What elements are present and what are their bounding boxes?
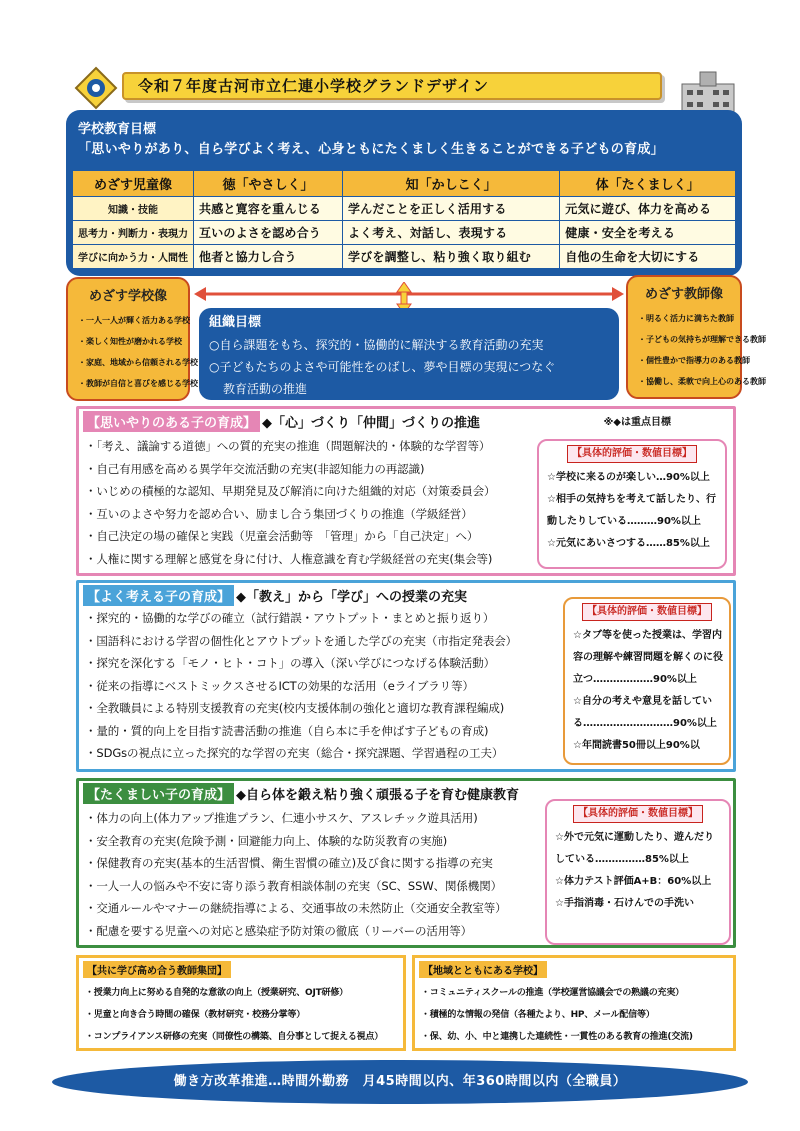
table-cell: 元気に遊び、体力を高める [560,197,736,221]
list-item: ・一人一人の悩みや不安に寄り添う教育相談体制の充実（SC、SSW、関係機関） [85,878,502,893]
list-item: ・「考え、議論する道徳」への質的充実の推進（問題解決的・体験的な学習等） [85,439,491,453]
list-item: ・個性豊かで指導力のある教師 [638,356,750,365]
table-cell: 学びを調整し、粘り強く取り組む [342,245,559,269]
target-title: 【具体的評価・数値目標】 [567,445,697,463]
target-item: ☆相手の気持ちを考えて話したり、行動したりしている………90%以上 [547,494,716,527]
target-box [545,799,731,945]
list-item: ・教師が自信と喜びを感じる学校 [78,379,198,388]
table-cell: 自他の生命を大切にする [560,245,736,269]
table-header: 知「かしこく」 [342,171,559,197]
section-thinking [76,580,736,772]
community-school-box [412,955,736,1051]
row-label: 知識・技能 [73,197,194,221]
box-title: 【地域とともにある学校】 [419,961,547,978]
section-heading-text: ◆自ら体を鍛え粘り強く頑張る子を育む健康教育 [236,788,520,803]
target-item: ☆外で元気に運動したり、遊んだりしている……………85%以上 [555,832,714,865]
list-item: ・自己決定の場の確保と実践（児童会活動等 「管理」から「自己決定」へ） [85,529,479,543]
teacher-image-box [626,275,766,399]
section-label: 【たくましい子の育成】 [83,783,234,804]
row-label: 思考力・判断力・表現力 [73,221,194,245]
school-goal-text: 「思いやりがあり、自ら学びよく考え、心身ともにたくましく生きることができる子どもの育成」 [78,142,664,157]
list-item: ・量的・質的向上を目指す読書活動の推進（自ら本に手を伸ばす子どもの育成) [85,723,489,738]
list-item: ・保、幼、小、中と連携した連続性・一貫性のある教育の推進(交流) [421,1032,693,1042]
list-item: ・家庭、地域から信頼される学校 [78,358,198,367]
list-item: ・楽しく知性が磨かれる学校 [78,337,182,346]
list-item: ・明るく活力に満ちた教師 [638,314,734,323]
work-style-reform-banner: 働き方改革推進…時間外勤務 月45時間以内、年360時間以内（全職員） [52,1060,748,1104]
target-children-table [72,170,736,269]
list-item: ・安全教育の充実(危険予測・回避能力向上、体験的な防災教育の実施) [85,833,448,848]
list-item: ・従来の指導にベストミックスさせるICTの効果的な活用（eライブラリ等） [85,678,474,693]
list-item: ・コミュニティスクールの推進（学校運営協議会での熟議の充実） [421,988,684,998]
school-image-box [66,277,198,401]
teacher-group-box [76,955,406,1051]
table-row [73,197,736,221]
list-item: ・いじめの積極的な認知、早期発見及び解消に向けた組織的対応（対策委員会） [85,484,496,498]
section-strength [76,778,736,948]
list-item: ・児童と向き合う時間の確保（教材研究・校務分掌等） [85,1010,306,1020]
section-heading-text: ◆「教え」から「学び」への授業の充実 [236,590,468,605]
section-list [85,607,517,765]
list-item: ・SDGsの視点に立った探究的な学習の充実（総合・探究課題、学習過程の工夫） [85,746,504,760]
list-item: ・体力の向上(体力アップ推進プラン、仁連小サスケ、アスレチック遊具活用) [85,811,478,825]
teacher-image-title: めざす教師像 [644,287,723,302]
target-title: 【具体的評価・数値目標】 [573,805,703,823]
table-row [73,221,736,245]
table-cell: 共感と寛容を重んじる [194,197,343,221]
target-box [537,439,727,569]
list-item: ・国語科における学習の個性化とアウトプットを通した学びの充実（市指定発表会） [85,633,518,648]
table-header: めざす児童像 [73,171,194,197]
list-item: ・コンプライアンス研修の充実（同僚性の構築、自分事として捉える視点） [85,1032,384,1042]
page-title: 令和７年度古河市立仁連小学校グランドデザイン [122,72,662,100]
section-heading-text: ◆「心」づくり「仲間」づくりの推進 [262,416,481,431]
list-item: ・探究的・協働的な学びの確立（試行錯誤・アウトプット・まとめと振り返り） [85,611,495,625]
list-item: ・授業力向上に努める自発的な意欲の向上（授業研究、OJT研修） [85,988,348,998]
school-emblem-icon [74,66,118,110]
table-header: 徳「やさしく」 [194,171,343,197]
table-cell: よく考え、対話し、表現する [342,221,559,245]
target-box [563,597,731,765]
table-cell: 他者と協力し合う [194,245,343,269]
list-item: ・協働し、柔軟で向上心のある教師 [638,377,766,386]
target-item: ☆年間読書50冊以上90%以 [573,740,700,751]
section-compassion [76,406,736,576]
list-item: ・子どもの気持ちが理解できる教師 [638,335,766,344]
list-item: ・一人一人が輝く活力ある学校 [78,316,190,325]
list-item: ・保健教育の充実(基本的生活習慣、衛生習慣の確立)及び食に関する指導の充実 [85,856,493,870]
list-item: ・積極的な情報の発信（各種たより、HP、メール配信等） [421,1010,655,1020]
section-label: 【よく考える子の育成】 [83,585,234,606]
section-list [85,435,495,570]
list-item: ・自己有用感を高める異学年交流活動の充実(非認知能力の再認識) [85,461,425,476]
school-image-title: めざす学校像 [88,289,167,304]
school-goal-label: 学校教育目標 [78,122,157,137]
section-heading [83,783,519,804]
target-item: ☆元気にあいさつする……85%以上 [547,538,710,549]
list-item: ・互いのよさや努力を認め合い、励まし合う集団づくりの推進（学級経営） [85,506,473,521]
list-item: ・探究を深化する「モノ・ヒト・コト」の導入（深い学びにつなげる体験活動） [85,656,496,670]
table-cell: 健康・安全を考える [560,221,736,245]
list-item: ・人権に関する理解と感覚を身に付け、人権意識を育む学級経営の充実(集会等) [85,551,493,566]
table-header-row [73,171,736,197]
list-item: ・配慮を要する児童への対応と感染症予防対策の徹底（リーバーの活用等） [85,923,473,938]
table-cell: 学んだことを正しく活用する [342,197,559,221]
target-item: ☆手指消毒・石けんでの手洗い [555,898,694,909]
target-item: ☆自分の考えや意見を話している………………………90%以上 [573,696,717,729]
section-label: 【思いやりのある子の育成】 [83,411,260,432]
list-item: ・交通ルールやマナーの継続指導による、交通事故の未然防止（交通安全教室等） [85,901,507,915]
target-item: ☆タブ等を使った授業は、学習内容の理解や練習問題を解くのに役立つ………………90%以上 [573,630,723,685]
table-row [73,245,736,269]
target-title: 【具体的評価・数値目標】 [582,603,712,621]
org-goal-box [199,308,619,400]
section-list [85,807,507,942]
box-title: 【共に学び高め合う教師集団】 [83,961,231,978]
org-goal-title: 組織目標 [209,315,262,330]
section-heading [83,411,480,432]
list-item: ・全教職員による特別支援教育の充実(校内支援体制の強化と適切な教育課程編成) [85,701,505,715]
row-label: 学びに向かう力・人間性 [73,245,194,269]
target-item: ☆体力テスト評価A+B：60%以上 [555,876,712,887]
section-heading [83,585,467,606]
org-goal-line: ○子どもたちのよさや可能性をのばし、夢や目標の実現につなぐ [209,360,556,374]
priority-note: ※◆は重点目標 [603,417,671,428]
table-cell: 互いのよさを認め合う [194,221,343,245]
org-goal-line: 教育活動の推進 [223,382,308,396]
table-header: 体「たくましく」 [560,171,736,197]
org-goal-line: ○自ら課題をもち、探究的・協働的に解決する教育活動の充実 [209,338,544,352]
target-item: ☆学校に来るのが楽しい…90%以上 [547,472,710,483]
